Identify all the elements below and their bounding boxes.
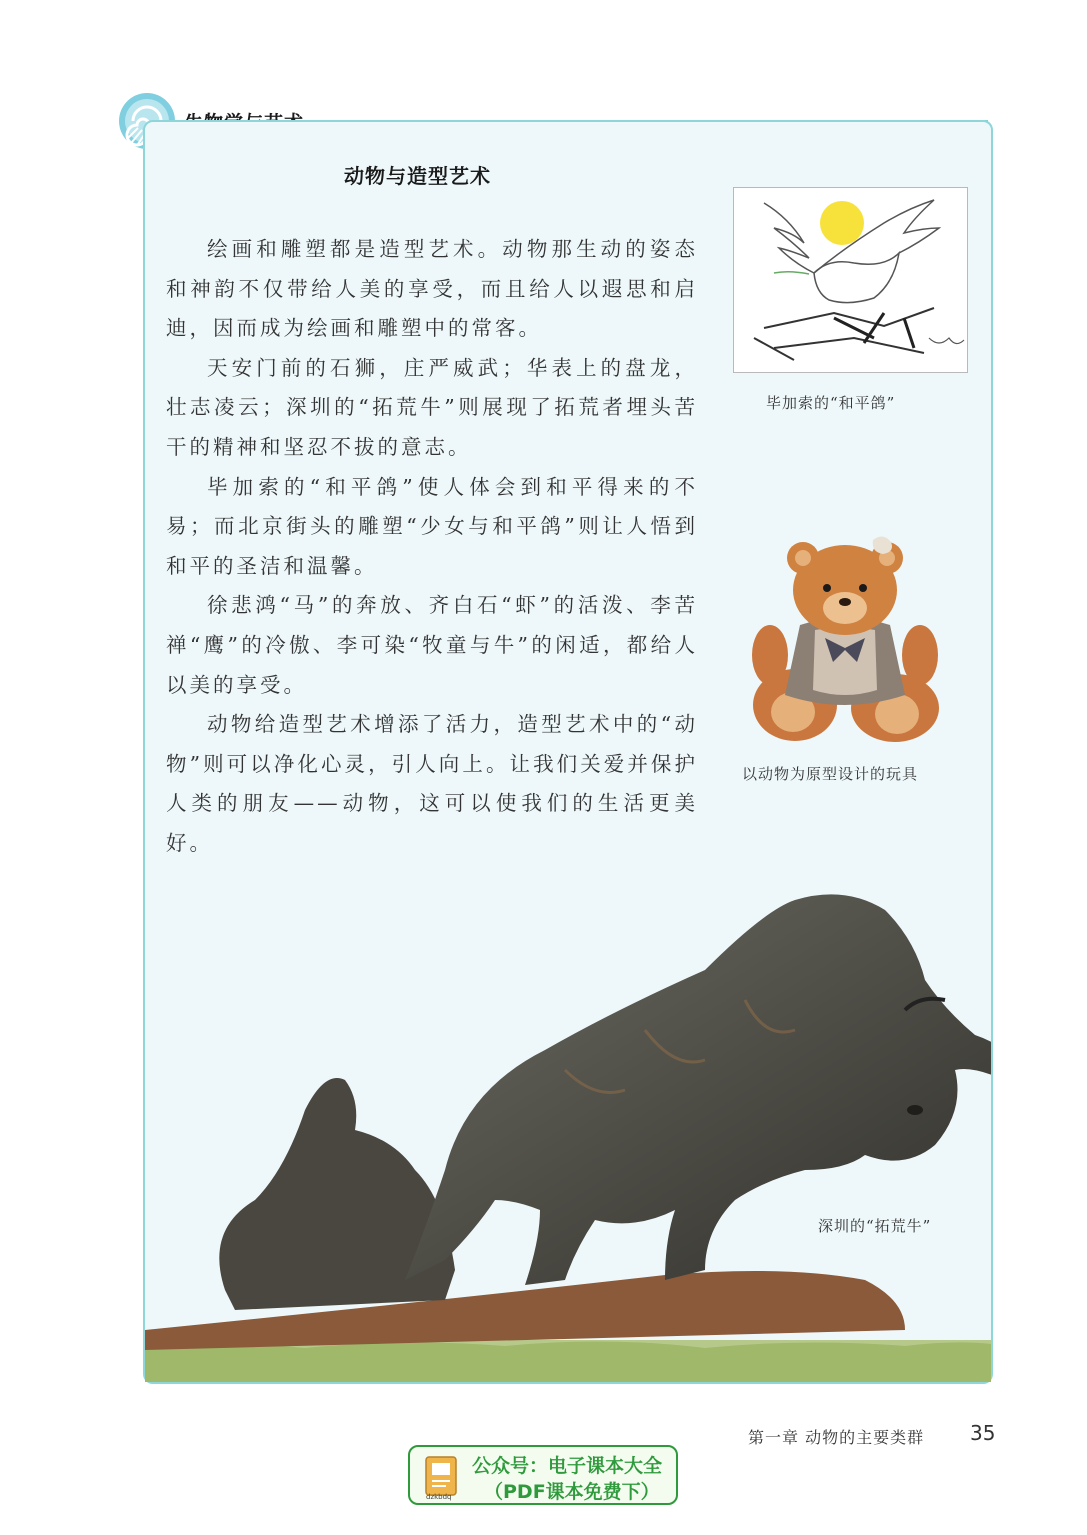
paragraph-4: 徐悲鸿“马”的奔放、齐白石“虾”的活泼、李苦禅“鹰”的冷傲、李可染“牧童与牛”的闲适，都给人以美的享受。 [166,593,698,697]
pioneer-bull-sculpture-image [145,870,991,1382]
peace-dove-image [733,187,968,373]
paragraph-1: 绘画和雕塑都是造型艺术。动物那生动的姿态和神韵不仅带给人美的享受，而且给人以遐思和启迪，因而成为绘画和雕塑中的常客。 [166,237,698,341]
badge-line-1: 公众号：电子课本大全 [472,1455,663,1477]
teddy-bear-image [745,530,945,745]
toy-caption: 以动物为原型设计的玩具 [742,765,919,783]
paragraph-5: 动物给造型艺术增添了活力，造型艺术中的“动物”则可以净化心灵，引人向上。让我们关爱并保护人类的朋友——动物，这可以使我们的生活更美好。 [166,712,698,855]
paragraph-3: 毕加索的“和平鸽”使人体会到和平得来的不易；而北京街头的雕塑“少女与和平鸽”则让人悟到和平的圣洁和温馨。 [166,474,698,578]
article-title: 动物与造型艺术 [344,164,491,188]
badge-line-2: （PDF课本免费下） [484,1481,660,1503]
paragraph-2: 天安门前的石狮，庄严威武；华表上的盘龙，壮志凌云；深圳的“拓荒牛”则展现了拓荒者埋头苦干的精神和坚忍不拔的意志。 [166,355,698,459]
chapter-footer: 第一章 动物的主要类群 [748,1428,925,1447]
badge-small-text: dzkbdq [426,1493,452,1501]
article-body [166,230,698,864]
page-number: 35 [970,1421,996,1445]
dove-caption: 毕加索的“和平鸽” [766,394,896,412]
bull-caption: 深圳的“拓荒牛” [818,1217,932,1235]
wechat-badge [408,1445,678,1505]
